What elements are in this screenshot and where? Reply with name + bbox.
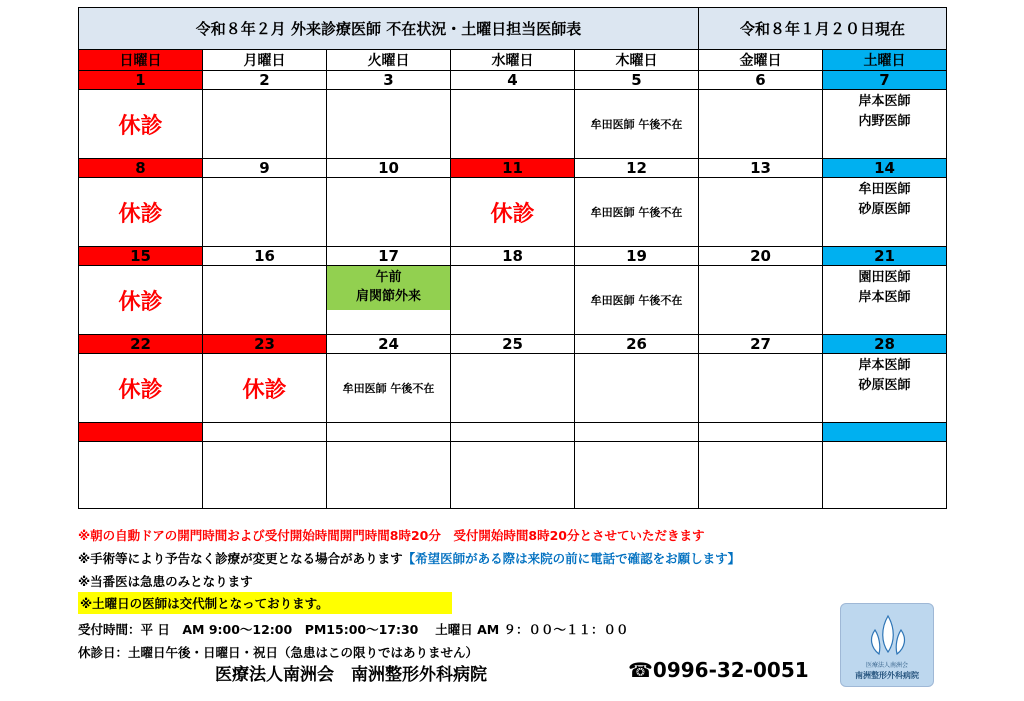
- day-number-empty: [575, 423, 699, 442]
- day-number: 4: [451, 71, 575, 90]
- day-number: 23: [203, 335, 327, 354]
- day-number-empty: [699, 423, 823, 442]
- dow-thursday: 木曜日: [575, 50, 699, 71]
- closed-label: 休診: [203, 354, 327, 423]
- day-number: 15: [79, 247, 203, 266]
- dow-saturday: 土曜日: [823, 50, 947, 71]
- day-cell: [575, 354, 699, 423]
- day-number: 26: [575, 335, 699, 354]
- day-cell: [327, 178, 451, 247]
- day-cell: [699, 354, 823, 423]
- hospital-logo: [840, 603, 934, 687]
- absence-note: 牟田医師 午後不在: [575, 90, 699, 159]
- day-number: 19: [575, 247, 699, 266]
- day-cell: [203, 178, 327, 247]
- shoulder-clinic-label: 午前 肩関節外来: [327, 266, 450, 310]
- day-number: 3: [327, 71, 451, 90]
- day-cell: [203, 90, 327, 159]
- day-number: 21: [823, 247, 947, 266]
- day-number: 7: [823, 71, 947, 90]
- day-number-empty: [823, 423, 947, 442]
- day-number: 20: [699, 247, 823, 266]
- dow-sunday: 日曜日: [79, 50, 203, 71]
- closed-label: 休診: [451, 178, 575, 247]
- saturday-doctors: 牟田医師 砂原医師: [823, 178, 947, 247]
- dow-friday: 金曜日: [699, 50, 823, 71]
- day-cell: [451, 354, 575, 423]
- day-number: 27: [699, 335, 823, 354]
- day-number: 13: [699, 159, 823, 178]
- day-cell: [203, 266, 327, 335]
- day-number: 28: [823, 335, 947, 354]
- day-cell: [203, 442, 327, 509]
- day-number: 2: [203, 71, 327, 90]
- hospital-phone: ☎0996-32-0051: [628, 658, 809, 682]
- dow-wednesday: 水曜日: [451, 50, 575, 71]
- day-number: 10: [327, 159, 451, 178]
- day-number-empty: [327, 423, 451, 442]
- day-cell: [451, 90, 575, 159]
- day-cell: [699, 90, 823, 159]
- schedule-change-text: ※手術等により予告なく診療が変更となる場合があります: [78, 551, 403, 566]
- calendar-table: [78, 7, 947, 509]
- day-number: 12: [575, 159, 699, 178]
- day-number: 18: [451, 247, 575, 266]
- day-cell: [451, 442, 575, 509]
- day-cell: [327, 442, 451, 509]
- special-clinic-cell: [327, 266, 451, 335]
- dow-tuesday: 火曜日: [327, 50, 451, 71]
- logo-org-text: 医療法人南洲会: [865, 662, 908, 669]
- absence-note: 牟田医師 午後不在: [575, 266, 699, 335]
- day-cell: [823, 442, 947, 509]
- day-number: 24: [327, 335, 451, 354]
- absence-note: 牟田医師 午後不在: [575, 178, 699, 247]
- day-number-empty: [451, 423, 575, 442]
- reception-hours: 受付時間：平 日 AM 9:00～12:00 PM15:00～17:30 土曜日 AM ９：００～１１：００: [78, 622, 629, 637]
- as-of-date: 令和８年１月２０日現在: [699, 8, 947, 50]
- day-cell: [699, 442, 823, 509]
- saturday-doctors: 岸本医師 内野医師: [823, 90, 947, 159]
- day-number: 5: [575, 71, 699, 90]
- day-number: 8: [79, 159, 203, 178]
- absence-note: 牟田医師 午後不在: [327, 354, 451, 423]
- closed-label: 休診: [79, 354, 203, 423]
- day-number-empty: [79, 423, 203, 442]
- logo-leaf-icon: [841, 608, 935, 664]
- day-number: 22: [79, 335, 203, 354]
- duty-doctor-note: ※当番医は急患のみとなります: [78, 574, 253, 589]
- saturday-doctors: 園田医師 岸本医師: [823, 266, 947, 335]
- day-cell: [699, 178, 823, 247]
- day-number: 1: [79, 71, 203, 90]
- day-number: 9: [203, 159, 327, 178]
- day-number: 16: [203, 247, 327, 266]
- schedule-change-note: [78, 549, 740, 567]
- door-time-note: ※朝の自動ドアの開門時間および受付開始時間開門時間8時20分 受付開始時間8時20分とさせていただきます: [78, 528, 705, 543]
- closed-label: 休診: [79, 178, 203, 247]
- day-number-empty: [203, 423, 327, 442]
- day-number: 11: [451, 159, 575, 178]
- closed-days: 休診日：土曜日午後・日曜日・祝日（急患はこの限りではありません）: [78, 645, 479, 660]
- day-cell: [79, 442, 203, 509]
- hospital-name: 医療法人南洲会 南洲整形外科病院: [215, 665, 487, 685]
- phone-confirm-note: 【希望医師がある際は来院の前に電話で確認をお願します】: [402, 551, 741, 566]
- saturday-rotation-text: ※土曜日の医師は交代制となっております。: [78, 592, 452, 614]
- closed-label: 休診: [79, 90, 203, 159]
- day-number: 6: [699, 71, 823, 90]
- saturday-doctors: 岸本医師 砂原医師: [823, 354, 947, 423]
- saturday-rotation-note: [78, 592, 452, 614]
- day-cell: [699, 266, 823, 335]
- day-cell: [451, 266, 575, 335]
- logo-hospital-text: 南洲整形外科病院: [855, 671, 919, 680]
- dow-monday: 月曜日: [203, 50, 327, 71]
- day-number: 14: [823, 159, 947, 178]
- day-number: 25: [451, 335, 575, 354]
- day-number: 17: [327, 247, 451, 266]
- day-cell: [327, 90, 451, 159]
- closed-label: 休診: [79, 266, 203, 335]
- day-cell: [575, 442, 699, 509]
- calendar-title: 令和８年２月 外来診療医師 不在状況・土曜日担当医師表: [79, 8, 699, 50]
